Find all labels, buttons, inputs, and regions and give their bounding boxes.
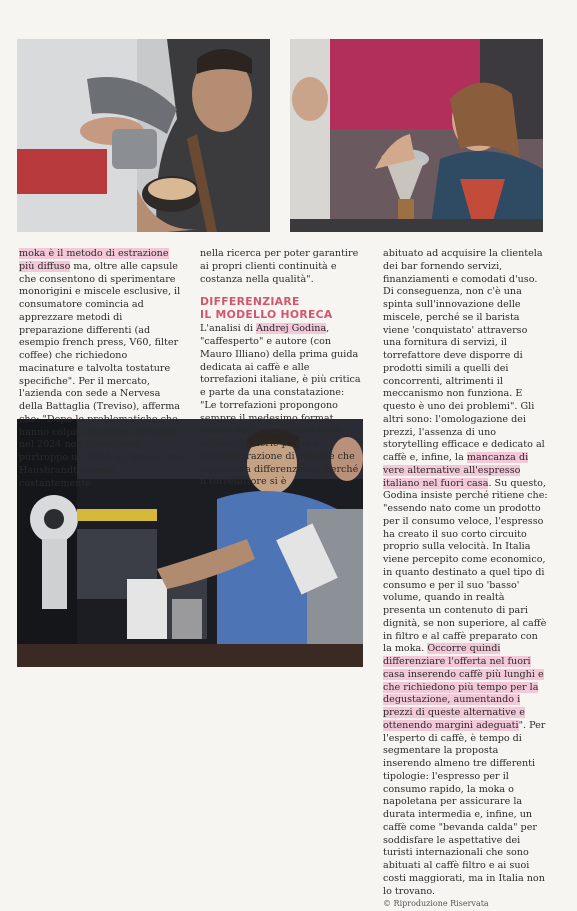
section-heading (200, 295, 363, 321)
paragraph: nella ricerca per poter garantire ai propri clienti continuità e costanza nella qualità". (200, 248, 359, 285)
paragraph (383, 248, 548, 898)
article-column-2 (200, 248, 363, 489)
copyright-notice: © Riproduzione Riservata (383, 899, 489, 909)
body-text: . Su questo, Godina insiste perché ritiene che: "essendo nato come un prodotto per il consumo veloce, l'espresso ha creato il suo corto circuito proprio sulla velocità. In Italia viene percepito come economico, in quanto destinato a quel tipo di consumo e per il suo 'basso' volume, quando in realtà presenta un contenuto di pari dignità, se non superiore, al caffè in filtro e al caffè preparato con la moka. (383, 477, 548, 655)
heading-line-2: IL MODELLO HORECA (200, 308, 333, 322)
paragraph (19, 248, 185, 490)
highlighted-text: moka è il metodo di estrazione più diffuso (19, 248, 169, 272)
article-column-1 (19, 248, 185, 490)
photo-barista-latte-art (17, 39, 270, 232)
body-text: ma, oltre alle capsule che consentono di sperimentare monorigini e miscele esclusive, il consumatore comincia ad apprezzare metodi di preparazione differenti (ad esempio french press, V60, filter coffee) che richiedono macinature e talvolta tostature specifiche". Per il mercato, l'azienda con sede a Nervesa della Battaglia (Treviso), afferma che: "Dopo le problematiche che hanno colpito il settore del caffè nel 2024 non attendiamo purtroppo un 2025 in ripresa, ma Hausbrandt investe costantemente (19, 260, 183, 489)
highlighted-name: Andrej Godina (256, 323, 327, 335)
photo-barista-pour-over (290, 39, 543, 232)
body-text: ". Per l'esperto di caffè, è tempo di segmentare la proposta inserendo almeno tre differenti tipologie: l'espresso per il consumo rapido, la moka o napoletana per assicurare la durata intermedia e, infine, un caffè come "bevanda calda" per soddisfare le aspettative dei turisti internazionali che sono abituati al caffè filtro e ai suoi costi maggiorati, ma in Italia non lo trovano. (383, 719, 546, 897)
body-text: L'analisi di (200, 323, 257, 335)
highlighted-text: mancanza di vere alternative all'espresso italiano nel fuori casa (383, 452, 529, 489)
paragraph (200, 323, 363, 489)
heading-line-1: DIFFERENZIARE (200, 295, 300, 309)
body-text: , "caffesperto" e autore (con Mauro Illiano) della prima guida dedicata ai caffè e alle torrefazioni italiane, è più critica e parte da una constatazione: "Le torrefazioni propongono sempre il medesimo format, basato sui selezionatori delle migliori materie prime e sull'elaborazione di miscele che stentano a differenziarsi, perché il torrefattore si è (200, 323, 361, 488)
body-text: abituato ad acquisire la clientela dei bar fornendo servizi, finanziamenti e comodati d'uso. Di conseguenza, non c'è una spinta sull'innovazione delle miscele, perché se il barista viene 'conquistato' attraverso una fornitura di servizi, il torrefattore deve disporre di prodotti simili a quelli dei concorrenti, altrimenti il meccanismo non funziona. E questo è uno dei problemi". Gli altri sono: l'omologazione dei prezzi, l'assenza di uno storytelling efficace e dedicato al caffè e, infine, la (383, 248, 545, 463)
highlighted-text: Occorre quindi differenziare l'offerta nel fuori casa inserendo caffè più lunghi e che richiedono più tempo per la degustazione, aumentando i prezzi di queste alternative e ottenendo margini adeguati (383, 643, 544, 731)
article-column-3 (383, 248, 548, 911)
